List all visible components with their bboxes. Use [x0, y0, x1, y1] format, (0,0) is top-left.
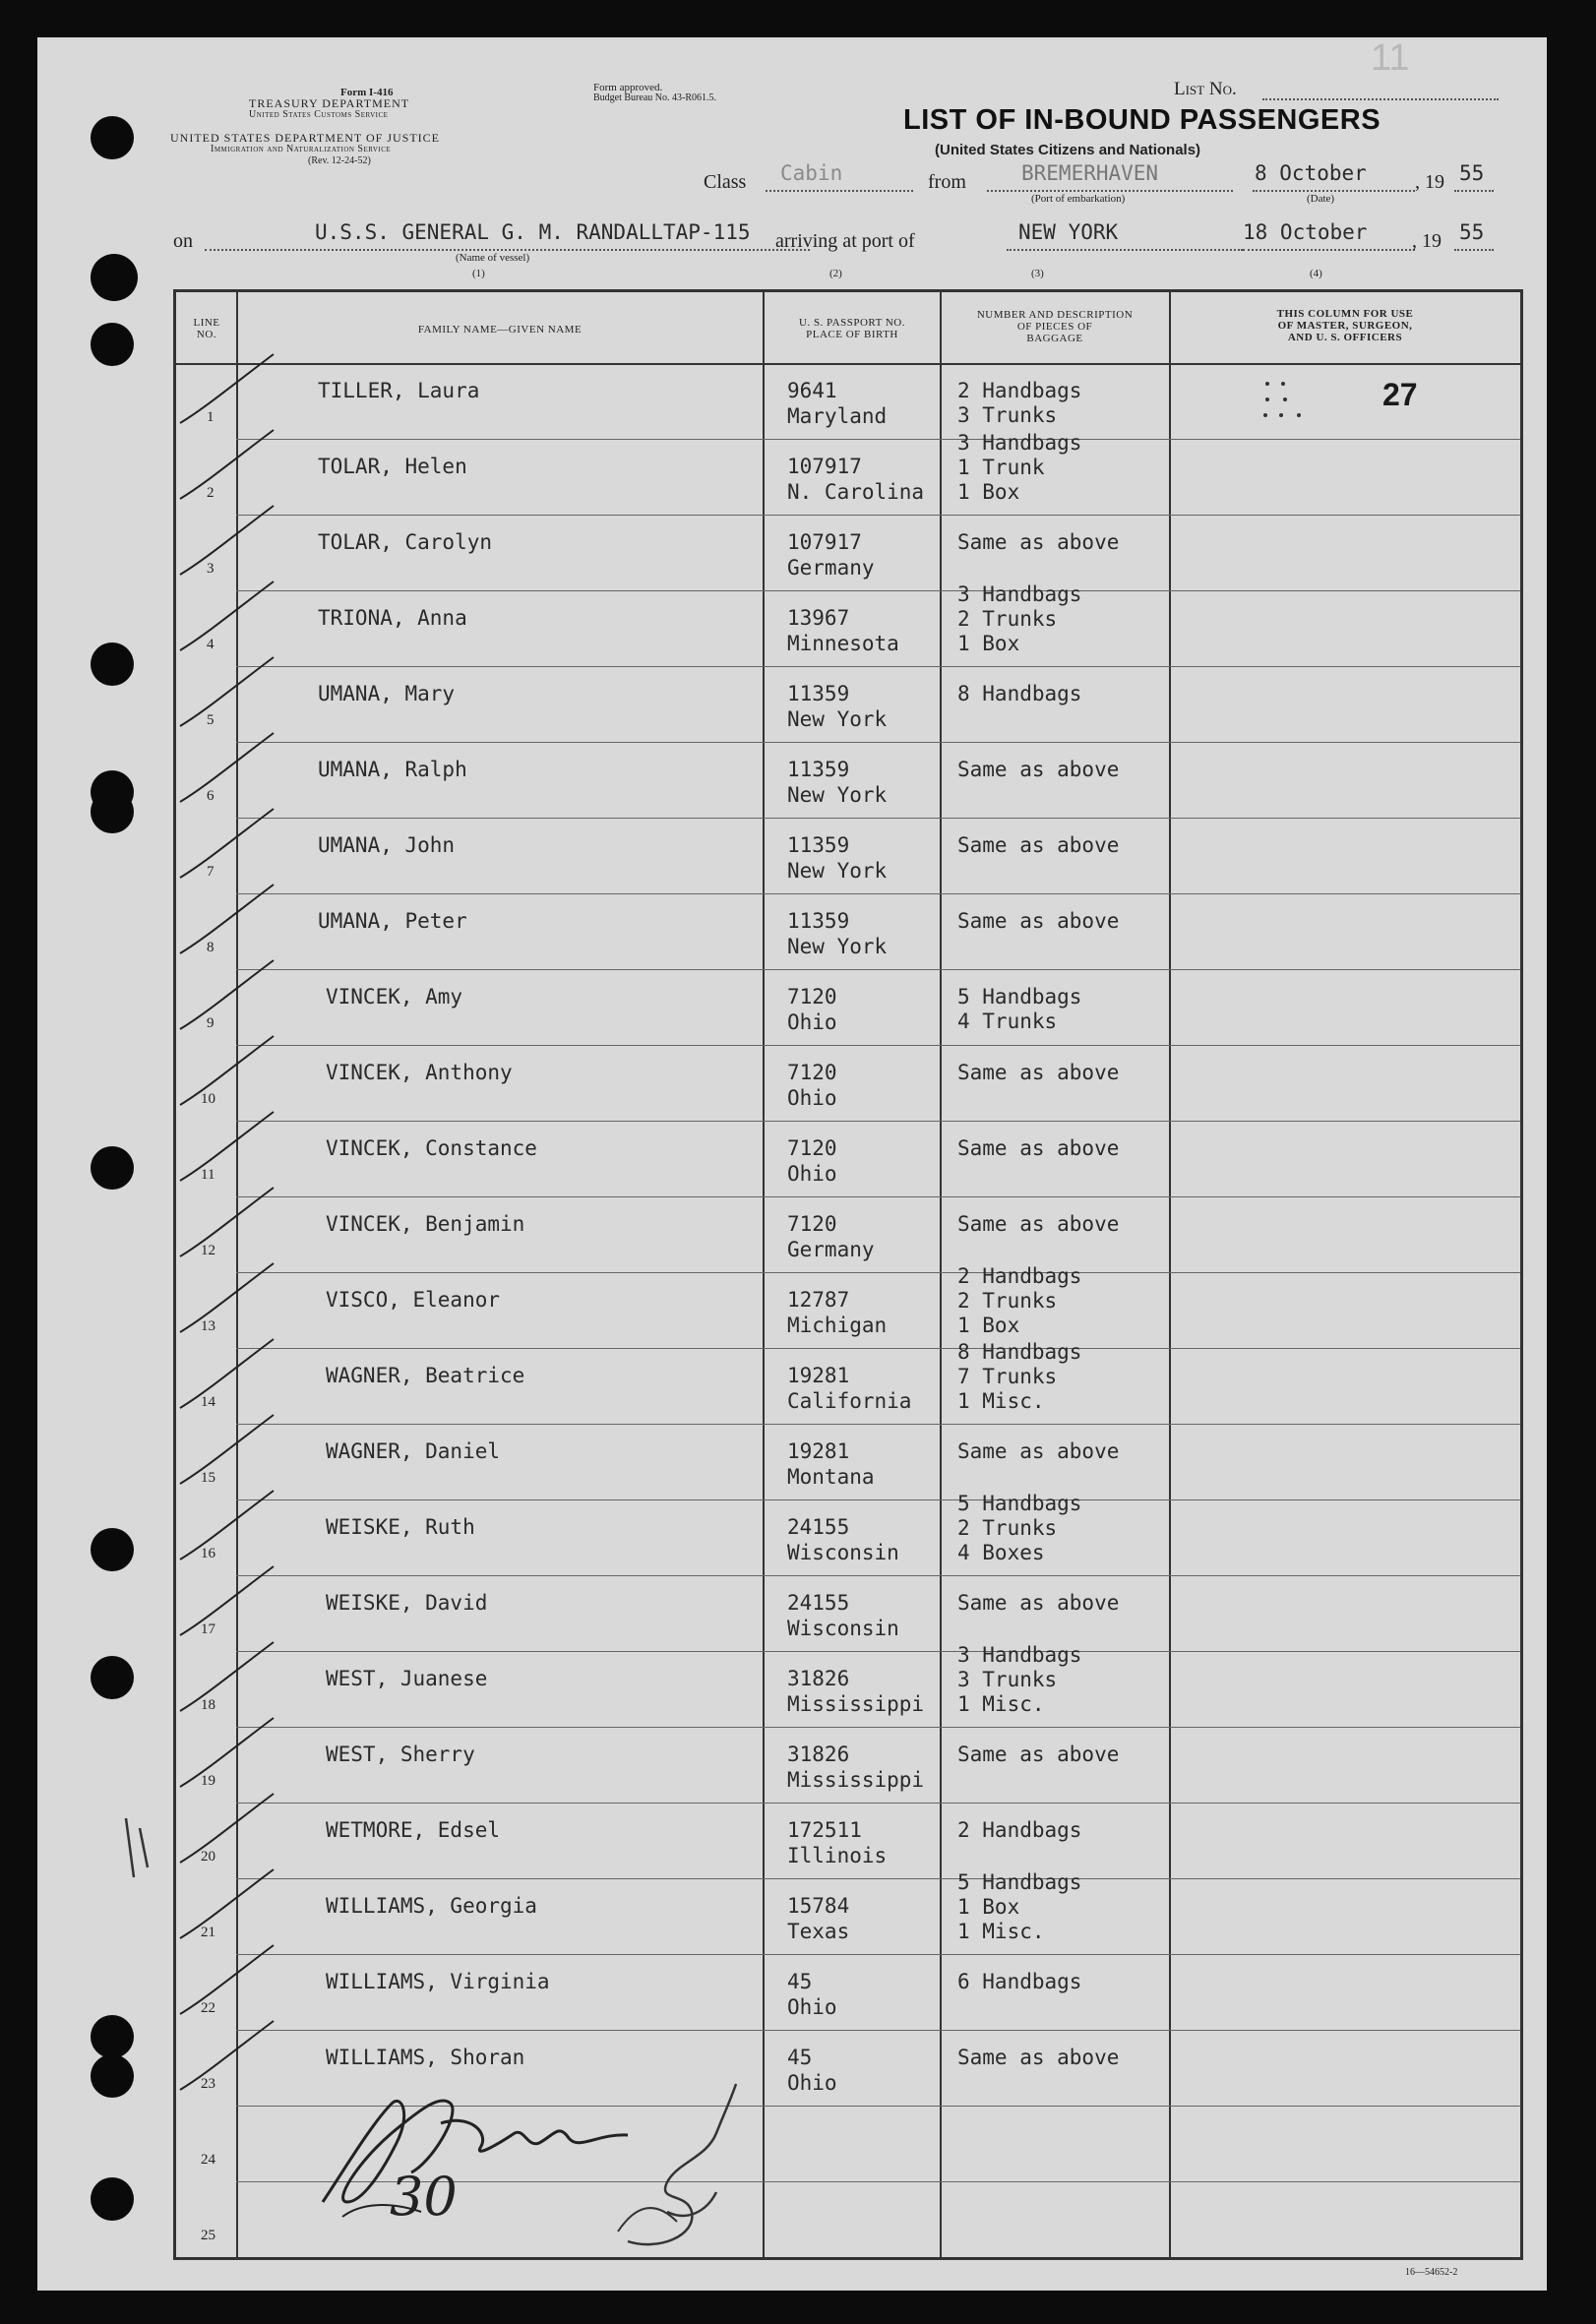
justice-dept: UNITED STATES DEPARTMENT OF JUSTICE [170, 131, 441, 145]
place-of-birth: New York [787, 935, 888, 958]
col-caption-3: (3) [1031, 268, 1044, 279]
place-of-birth: Wisconsin [787, 1617, 899, 1640]
line-number: 19 [201, 1773, 215, 1789]
arrival-port-line [1007, 249, 1243, 251]
passport-number: 11359 [787, 682, 850, 705]
row-divider [236, 1803, 1520, 1804]
arrival-port: NEW YORK [1018, 220, 1119, 244]
passenger-name: TOLAR, Carolyn [318, 530, 493, 554]
place-of-birth: Ohio [787, 1086, 837, 1110]
baggage-line-2: 3 Trunks [957, 1668, 1058, 1691]
baggage-line-1: Same as above [957, 1136, 1120, 1160]
punch-hole [91, 642, 134, 686]
passport-number: 172511 [787, 1818, 862, 1842]
line-number: 21 [201, 1925, 215, 1940]
passenger-name: WETMORE, Edsel [326, 1818, 501, 1842]
check-mark [175, 1637, 283, 1716]
baggage-line-1: Same as above [957, 1591, 1120, 1615]
passenger-name: WILLIAMS, Shoran [326, 2046, 525, 2069]
line-number: 15 [201, 1470, 215, 1486]
arr-date-line [1243, 249, 1415, 251]
place-of-birth: Minnesota [787, 632, 899, 655]
baggage-line-1: 8 Handbags [957, 1340, 1082, 1364]
punch-hole [91, 2054, 134, 2098]
check-mark [175, 804, 283, 883]
check-mark [175, 1107, 283, 1186]
departure-year: 55 [1459, 161, 1485, 185]
row-divider [236, 1196, 1520, 1197]
footer-code: 16—54652-2 [1405, 2267, 1458, 2278]
baggage-line-1: Same as above [957, 758, 1120, 781]
baggage-line-1: 5 Handbags [957, 985, 1082, 1009]
place-of-birth: New York [787, 859, 888, 883]
officer-dots [1256, 372, 1315, 431]
col-divider-passport [940, 289, 942, 2260]
line-number: 20 [201, 1849, 215, 1865]
check-mark [175, 728, 283, 807]
baggage-line-1: 2 Handbags [957, 1818, 1082, 1842]
row-divider [236, 439, 1520, 440]
punch-hole [91, 1528, 134, 1571]
col-divider-baggage [1169, 289, 1171, 2260]
passenger-name: UMANA, John [318, 833, 456, 857]
baggage-line-1: 8 Handbags [957, 682, 1082, 705]
passport-number: 31826 [787, 1667, 850, 1690]
baggage-line-3: 4 Boxes [957, 1541, 1045, 1564]
passenger-name: VINCEK, Benjamin [326, 1212, 525, 1236]
punch-hole [91, 254, 138, 301]
baggage-line-1: 5 Handbags [957, 1870, 1082, 1894]
passport-number: 12787 [787, 1288, 850, 1312]
baggage-line-2: 1 Trunk [957, 456, 1045, 479]
passport-number: 31826 [787, 1743, 850, 1766]
passenger-name: TOLAR, Helen [318, 455, 467, 478]
baggage-line-1: 3 Handbags [957, 1643, 1082, 1667]
passenger-name: WEISKE, David [326, 1591, 488, 1615]
passport-number: 7120 [787, 985, 837, 1009]
passenger-name: WEST, Juanese [326, 1667, 488, 1690]
col-header-baggage-3: BAGGAGE [1026, 333, 1083, 344]
row-divider [236, 666, 1520, 667]
col-header-officer-1: THIS COLUMN FOR USE [1276, 308, 1414, 320]
baggage-line-1: Same as above [957, 909, 1120, 933]
arrival-year: 55 [1459, 220, 1485, 244]
passport-number: 107917 [787, 530, 862, 554]
baggage-line-3: 1 Box [957, 632, 1020, 655]
punch-hole [91, 1656, 134, 1699]
on-label: on [173, 230, 193, 252]
col-header-passport-1: U. S. PASSPORT NO. [799, 317, 905, 329]
passport-number: 7120 [787, 1136, 837, 1160]
line-number: 12 [201, 1243, 215, 1258]
revision: (Rev. 12-24-52) [308, 155, 371, 166]
col-header-name: FAMILY NAME—GIVEN NAME [417, 324, 583, 336]
col-header-baggage-1: NUMBER AND DESCRIPTION [976, 309, 1134, 321]
line-number: 24 [201, 2152, 215, 2168]
place-of-birth: Texas [787, 1920, 850, 1943]
passport-number: 24155 [787, 1591, 850, 1615]
row-divider [236, 818, 1520, 819]
row-divider [236, 1499, 1520, 1500]
document-title: LIST OF IN-BOUND PASSENGERS [903, 104, 1381, 136]
place-of-birth: N. Carolina [787, 480, 925, 504]
vessel-caption: (Name of vessel) [456, 252, 530, 264]
baggage-line-3: 1 Misc. [957, 1920, 1045, 1943]
vessel-name: U.S.S. GENERAL G. M. RANDALLTAP-115 [315, 220, 751, 244]
baggage-line-1: Same as above [957, 1439, 1120, 1463]
row-divider [236, 515, 1520, 516]
line-number: 1 [207, 409, 215, 425]
passenger-name: VINCEK, Amy [326, 985, 463, 1009]
line-number: 11 [201, 1167, 215, 1183]
line-number: 3 [207, 561, 215, 577]
passenger-name: TILLER, Laura [318, 379, 480, 402]
arrival-date: 18 October [1243, 220, 1368, 244]
baggage-line-2: 7 Trunks [957, 1365, 1058, 1388]
place-of-birth: California [787, 1389, 912, 1413]
punch-hole [91, 323, 134, 366]
passport-number: 11359 [787, 833, 850, 857]
margin-mark [118, 1808, 157, 1887]
baggage-line-3: 1 Misc. [957, 1692, 1045, 1716]
place-of-birth: Montana [787, 1465, 875, 1489]
table-top-border [173, 289, 1523, 292]
vertical-signature [598, 2064, 756, 2261]
baggage-line-1: 3 Handbags [957, 431, 1082, 455]
page-number: 11 [1371, 37, 1410, 79]
line-number: 2 [207, 485, 215, 501]
port-caption: (Port of embarkation) [1031, 193, 1126, 205]
line-number: 5 [207, 712, 215, 728]
list-no-line [1262, 98, 1499, 100]
class-value: Cabin [780, 161, 843, 185]
baggage-line-1: Same as above [957, 530, 1120, 554]
class-label: Class [704, 171, 747, 193]
line-number: 17 [201, 1621, 215, 1637]
handwritten-count [382, 2158, 500, 2236]
place-of-birth: Wisconsin [787, 1541, 899, 1564]
passenger-name: TRIONA, Anna [318, 606, 467, 630]
line-number: 22 [201, 2000, 215, 2016]
place-of-birth: Mississippi [787, 1768, 925, 1792]
dep-year-prefix: , 19 [1415, 171, 1444, 193]
passport-number: 19281 [787, 1439, 850, 1463]
embarkation-port: BREMERHAVEN [1021, 161, 1159, 185]
line-number: 4 [207, 637, 215, 652]
check-mark [175, 1789, 283, 1867]
passport-number: 7120 [787, 1212, 837, 1236]
passport-number: 107917 [787, 455, 862, 478]
passport-number: 7120 [787, 1061, 837, 1084]
passport-number: 11359 [787, 909, 850, 933]
from-line [987, 190, 1233, 192]
list-no-label: List No. [1174, 79, 1237, 99]
baggage-line-1: Same as above [957, 1743, 1120, 1766]
passenger-name: UMANA, Peter [318, 909, 467, 933]
check-mark [175, 2016, 283, 2095]
col-caption-1: (1) [472, 268, 485, 279]
passport-number: 45 [787, 1970, 813, 1993]
row-divider [236, 1348, 1520, 1349]
col-header-baggage-2: OF PIECES OF [1016, 321, 1093, 333]
line-number: 13 [201, 1318, 215, 1334]
baggage-line-1: Same as above [957, 1212, 1120, 1236]
class-line [766, 190, 913, 192]
officer-mark: 27 [1382, 377, 1418, 412]
baggage-line-1: Same as above [957, 2046, 1120, 2069]
handwritten-count-text: 30 [390, 2166, 458, 2228]
passport-number: 13967 [787, 606, 850, 630]
passenger-name: VINCEK, Constance [326, 1136, 537, 1160]
check-mark [175, 1031, 283, 1110]
form-id: Form I-416 [340, 87, 394, 98]
row-divider [236, 1424, 1520, 1425]
passenger-name: VINCEK, Anthony [326, 1061, 513, 1084]
baggage-line-2: 3 Trunks [957, 403, 1058, 427]
row-divider [236, 742, 1520, 743]
col-divider-name [763, 289, 765, 2260]
baggage-line-1: Same as above [957, 833, 1120, 857]
vessel-line [205, 249, 810, 251]
budget-bureau: Budget Bureau No. 43-R061.5. [593, 92, 716, 103]
dep-year-line [1454, 190, 1494, 192]
row-divider [236, 1727, 1520, 1728]
punch-hole [91, 2015, 134, 2058]
col-caption-4: (4) [1310, 268, 1322, 279]
check-mark [175, 1410, 283, 1489]
table-right-border [1520, 289, 1523, 2260]
baggage-line-1: 3 Handbags [957, 582, 1082, 606]
passenger-name: WEST, Sherry [326, 1743, 475, 1766]
line-number: 23 [201, 2076, 215, 2092]
check-mark [175, 880, 283, 958]
baggage-line-1: Same as above [957, 1061, 1120, 1084]
place-of-birth: Maryland [787, 404, 888, 428]
place-of-birth: Germany [787, 556, 875, 580]
row-divider [236, 1045, 1520, 1046]
date-caption: (Date) [1307, 193, 1335, 205]
dep-date-line [1253, 190, 1415, 192]
baggage-line-2: 2 Trunks [957, 1289, 1058, 1313]
col-header-line-no: LINE NO. [193, 317, 220, 340]
baggage-line-1: 5 Handbags [957, 1492, 1082, 1515]
line-number: 8 [207, 940, 215, 955]
punch-hole [91, 2177, 134, 2221]
line-number: 16 [201, 1546, 215, 1561]
row-divider [236, 1575, 1520, 1576]
passenger-name: WILLIAMS, Georgia [326, 1894, 537, 1918]
treasury-dept: TREASURY DEPARTMENT [249, 96, 410, 110]
passport-number: 45 [787, 2046, 813, 2069]
baggage-line-3: 1 Box [957, 1314, 1020, 1337]
check-mark [175, 577, 283, 655]
arriving-label: arriving at port of [775, 230, 915, 252]
baggage-line-1: 2 Handbags [957, 379, 1082, 402]
baggage-line-3: 1 Box [957, 480, 1020, 504]
baggage-line-3: 1 Misc. [957, 1389, 1045, 1413]
passenger-name: WILLIAMS, Virginia [326, 1970, 550, 1993]
ins-service: Immigration and Naturalization Service [211, 144, 392, 154]
baggage-line-2: 2 Trunks [957, 1516, 1058, 1540]
arr-year-line [1454, 249, 1494, 251]
check-mark [175, 349, 283, 428]
baggage-line-1: 2 Handbags [957, 1264, 1082, 1288]
document-page [37, 37, 1547, 2291]
row-divider [236, 1878, 1520, 1879]
place-of-birth: Ohio [787, 2071, 837, 2095]
passport-number: 15784 [787, 1894, 850, 1918]
line-number: 7 [207, 864, 215, 880]
check-mark [175, 1486, 283, 1564]
place-of-birth: Ohio [787, 1010, 837, 1034]
line-number: 14 [201, 1394, 215, 1410]
place-of-birth: Ohio [787, 1995, 837, 2019]
from-label: from [928, 171, 966, 193]
check-mark [175, 1865, 283, 1943]
passenger-name: VISCO, Eleanor [326, 1288, 501, 1312]
row-divider [236, 969, 1520, 970]
check-mark [175, 1334, 283, 1413]
line-number: 18 [201, 1697, 215, 1713]
document-subtitle: (United States Citizens and Nationals) [935, 142, 1201, 158]
baggage-line-1: 6 Handbags [957, 1970, 1082, 1993]
row-divider [236, 1954, 1520, 1955]
punch-hole [91, 1146, 134, 1190]
check-mark [175, 1258, 283, 1337]
place-of-birth: Mississippi [787, 1692, 925, 1716]
passenger-name: UMANA, Mary [318, 682, 456, 705]
col-header-officer-2: OF MASTER, SURGEON, [1277, 320, 1413, 332]
passenger-name: UMANA, Ralph [318, 758, 467, 781]
col-caption-2: (2) [829, 268, 842, 279]
place-of-birth: Michigan [787, 1314, 888, 1337]
passport-number: 9641 [787, 379, 837, 402]
place-of-birth: Illinois [787, 1844, 888, 1867]
punch-hole [91, 116, 134, 159]
check-mark [175, 955, 283, 1034]
line-number: 25 [201, 2228, 215, 2243]
check-mark [175, 652, 283, 731]
check-mark [175, 501, 283, 580]
passenger-name: WAGNER, Beatrice [326, 1364, 525, 1387]
check-mark [175, 425, 283, 504]
col-header-officer-3: AND U. S. OFFICERS [1287, 332, 1403, 343]
place-of-birth: New York [787, 783, 888, 807]
check-mark [175, 1713, 283, 1792]
place-of-birth: Germany [787, 1238, 875, 1261]
arr-year-prefix: , 19 [1412, 230, 1442, 252]
header-bottom-border [173, 363, 1523, 365]
passport-number: 24155 [787, 1515, 850, 1539]
line-number: 9 [207, 1015, 215, 1031]
row-divider [236, 893, 1520, 894]
table-bottom-border [173, 2257, 1523, 2260]
row-divider [236, 2030, 1520, 2031]
departure-date: 8 October [1255, 161, 1367, 185]
col-header-passport-2: PLACE OF BIRTH [806, 329, 898, 340]
passport-number: 11359 [787, 758, 850, 781]
line-number: 6 [207, 788, 215, 804]
passenger-name: WAGNER, Daniel [326, 1439, 501, 1463]
place-of-birth: New York [787, 707, 888, 731]
line-number: 10 [201, 1091, 215, 1107]
check-mark [175, 1183, 283, 1261]
row-divider [236, 1121, 1520, 1122]
baggage-line-2: 4 Trunks [957, 1009, 1058, 1033]
check-mark [175, 1561, 283, 1640]
baggage-line-2: 1 Box [957, 1895, 1020, 1919]
row-divider [236, 1651, 1520, 1652]
form-approved: Form approved. [593, 82, 663, 93]
passport-number: 19281 [787, 1364, 850, 1387]
place-of-birth: Ohio [787, 1162, 837, 1186]
passenger-name: WEISKE, Ruth [326, 1515, 475, 1539]
baggage-line-2: 2 Trunks [957, 607, 1058, 631]
row-divider [236, 590, 1520, 591]
row-divider [236, 1272, 1520, 1273]
check-mark [175, 1940, 283, 2019]
punch-hole [91, 790, 134, 833]
customs-service: United States Customs Service [249, 109, 389, 120]
